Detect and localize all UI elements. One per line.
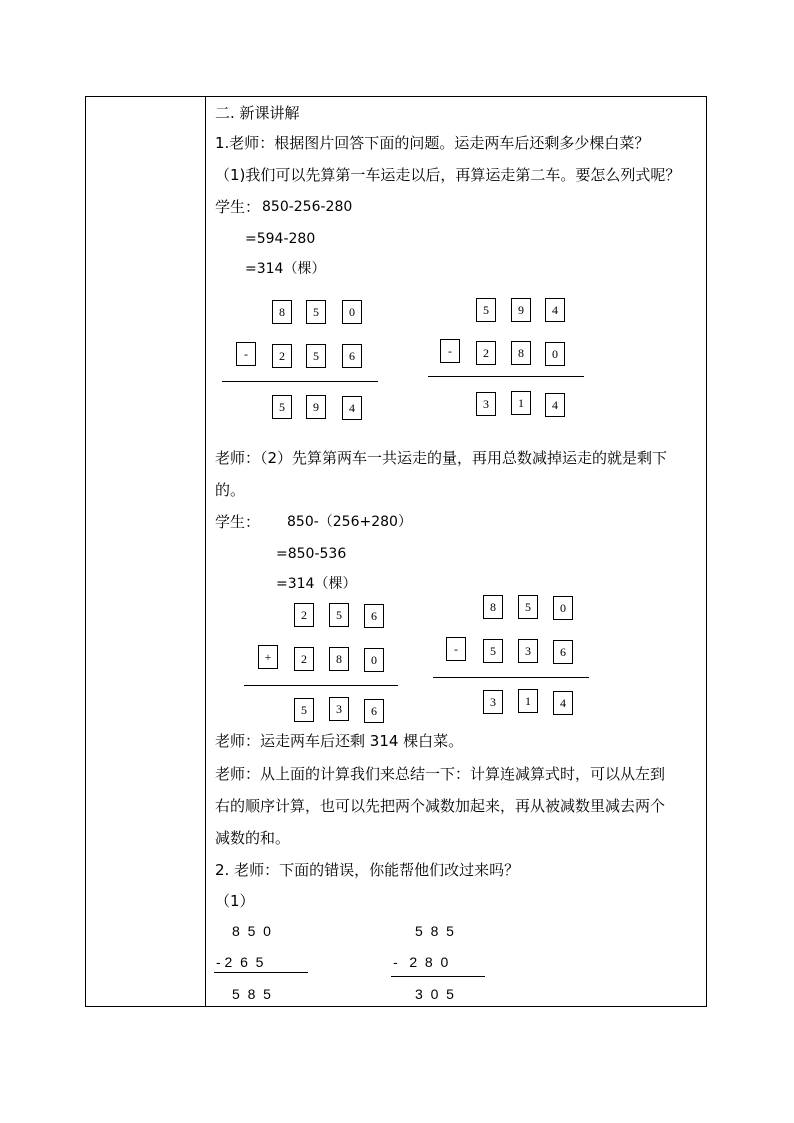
- calc-b-top-digit: 4: [545, 298, 565, 322]
- calc-d-top-digit: 5: [518, 595, 538, 619]
- table-column-divider: [205, 96, 206, 1007]
- section-title: 二. 新课讲解: [215, 104, 300, 122]
- question-2-part-1: （1）: [215, 892, 255, 910]
- calc-a-result-digit: 9: [306, 395, 326, 419]
- calc-c-top-digit: 2: [294, 603, 314, 627]
- calc-a-mid-digit: 5: [306, 344, 326, 368]
- teacher-part-2: 老师：（2）先算第两车一共运走的量，再用总数减掉运走的就是剩下: [215, 449, 668, 467]
- student-1-expression: 850-256-280: [262, 199, 353, 215]
- calc-d-top-digit: 0: [553, 596, 573, 620]
- calc-b-mid-digit: 8: [511, 341, 531, 365]
- calc-a-top-digit: 8: [272, 300, 292, 324]
- calc-b-mid-digit: 0: [545, 342, 565, 366]
- calc-c-result-digit: 3: [329, 697, 349, 721]
- question-1-part-1: （1)我们可以先算第一车运走以后，再算运走第二车。要怎么列式呢？: [215, 166, 681, 184]
- calc-a-operator: -: [236, 342, 256, 366]
- student-2-step-3: =314（棵）: [276, 576, 357, 592]
- vertical-b-top: 5 8 5: [415, 923, 454, 939]
- teacher-part-2-continued: 的。: [215, 481, 246, 499]
- vertical-a-top: 8 5 0: [232, 923, 271, 939]
- vertical-b-subtrahend: - 2 8 0: [393, 954, 449, 970]
- calc-d-result-digit: 1: [518, 689, 538, 713]
- calc-d-mid-digit: 6: [553, 640, 573, 664]
- calc-a-result-digit: 4: [342, 396, 362, 420]
- calc-c-mid-digit: 2: [294, 647, 314, 671]
- calc-c-rule: [244, 685, 398, 686]
- calc-c-top-digit: 5: [329, 603, 349, 627]
- calc-d-result-digit: 4: [553, 691, 573, 715]
- calc-b-result-digit: 3: [476, 392, 496, 416]
- calc-b-operator: -: [440, 339, 460, 363]
- calc-b-top-digit: 5: [476, 298, 496, 322]
- calc-c-operator: +: [258, 645, 278, 669]
- calc-b-result-digit: 4: [545, 393, 565, 417]
- student-2-label: 学生：: [215, 513, 261, 531]
- vertical-b-rule: [391, 976, 485, 977]
- question-1-prompt: 1.老师：根据图片回答下面的问题。运走两车后还剩多少棵白菜？: [215, 134, 650, 152]
- calc-a-mid-digit: 6: [342, 344, 362, 368]
- student-2-step-2: =850-536: [276, 546, 347, 562]
- calc-b-top-digit: 9: [511, 298, 531, 322]
- calc-d-top-digit: 8: [483, 595, 503, 619]
- student-1-step-2: =594-280: [245, 231, 316, 247]
- calc-a-mid-digit: 2: [272, 344, 292, 368]
- calc-b-rule: [428, 376, 584, 377]
- vertical-a-subtrahend: - 2 6 5: [216, 954, 264, 970]
- calc-c-mid-digit: 0: [364, 648, 384, 672]
- calc-a-rule: [222, 381, 378, 382]
- calc-d-result-digit: 3: [483, 690, 503, 714]
- vertical-b-result: 3 0 5: [415, 986, 454, 1002]
- calc-d-mid-digit: 5: [483, 639, 503, 663]
- vertical-a-result: 5 8 5: [232, 986, 271, 1002]
- teacher-answer: 老师：运走两车后还剩 314 棵白菜。: [215, 732, 464, 750]
- student-2-expression: 850-（256+280）: [287, 514, 412, 530]
- calc-c-result-digit: 6: [364, 699, 384, 723]
- summary-line-2: 右的顺序计算，也可以先把两个减数加起来，再从被减数里减去两个: [215, 797, 666, 815]
- student-1-label: 学生：: [215, 198, 261, 216]
- calc-a-top-digit: 5: [306, 300, 326, 324]
- calc-d-operator: -: [446, 637, 466, 661]
- calc-b-mid-digit: 2: [476, 341, 496, 365]
- calc-c-mid-digit: 8: [329, 647, 349, 671]
- question-2-prompt: 2. 老师：下面的错误，你能帮他们改过来吗？: [215, 861, 520, 879]
- summary-line-1: 老师：从上面的计算我们来总结一下：计算连减算式时，可以从左到: [215, 765, 666, 783]
- vertical-a-rule: [214, 972, 308, 973]
- calc-b-result-digit: 1: [511, 391, 531, 415]
- calc-c-top-digit: 6: [364, 604, 384, 628]
- calc-d-rule: [433, 677, 589, 678]
- calc-a-result-digit: 5: [272, 395, 292, 419]
- summary-line-3: 减数的和。: [215, 829, 291, 847]
- calc-d-mid-digit: 3: [518, 639, 538, 663]
- student-1-step-3: =314（棵）: [245, 261, 326, 277]
- calc-a-top-digit: 0: [342, 300, 362, 324]
- calc-c-result-digit: 5: [294, 698, 314, 722]
